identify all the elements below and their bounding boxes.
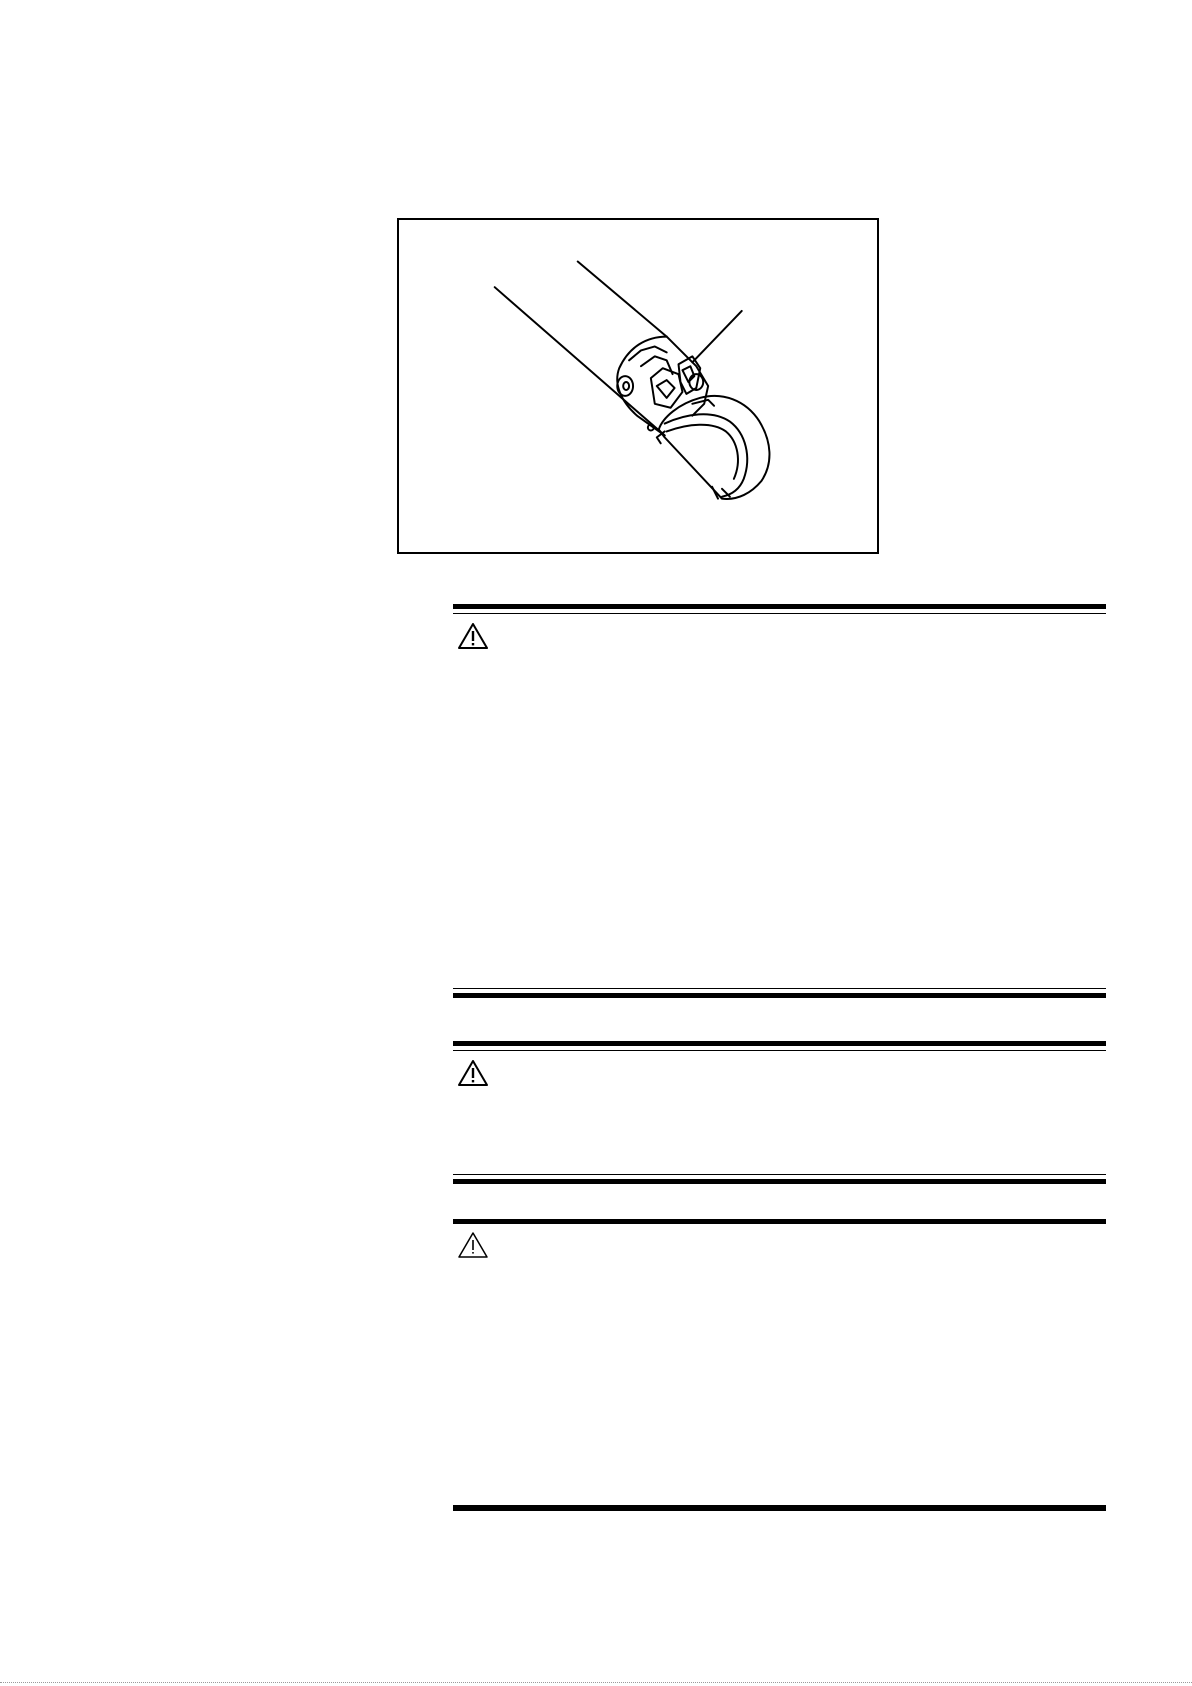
notice-3-top-rule	[453, 1219, 1106, 1224]
forceps-jaw-illustration	[399, 220, 877, 552]
notice-3-bottom-rule	[453, 1505, 1106, 1511]
jaw-outline	[659, 396, 770, 499]
notice-1-top-rule	[453, 604, 1106, 609]
shaft-line-lower	[495, 287, 665, 435]
leader-line	[692, 311, 741, 362]
warning-triangle-icon	[457, 1231, 489, 1259]
notice-1-top-rule-thin	[453, 613, 1106, 614]
notice-2-top-rule	[453, 1041, 1106, 1046]
figure-frame	[397, 218, 879, 554]
warning-triangle-icon	[457, 1059, 489, 1087]
clevis-outline	[617, 337, 666, 436]
page-edge-dotted-line	[0, 1682, 1192, 1683]
notice-2-bottom-rule-thin	[453, 1174, 1106, 1175]
warning-triangle-icon	[457, 622, 489, 650]
shaft-line-upper	[578, 262, 667, 337]
notice-block-2	[453, 1041, 1106, 1184]
notice-2-bottom-rule	[453, 1179, 1106, 1184]
notice-1-bottom-rule	[453, 993, 1106, 998]
notice-block-1	[453, 604, 1106, 1000]
notice-2-top-rule-thin	[453, 1050, 1106, 1051]
notice-block-3	[453, 1219, 1106, 1515]
notice-1-bottom-rule-thin	[453, 988, 1106, 989]
